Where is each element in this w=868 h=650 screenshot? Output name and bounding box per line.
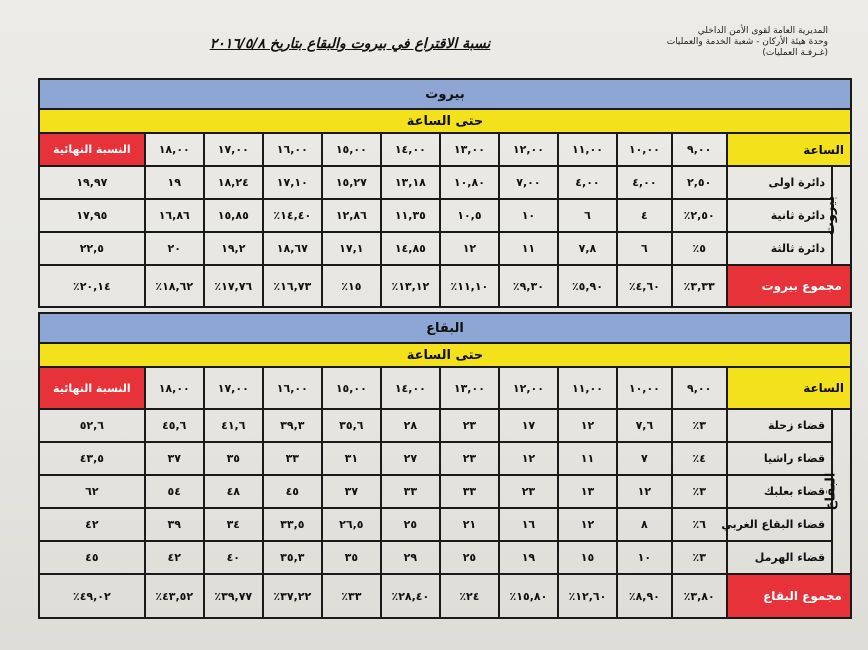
turnout-cell: ١٣,١٨ [381,166,440,199]
turnout-cell: ١٤,٤٠٪ [263,199,322,232]
hour-label: الساعة [727,367,851,409]
turnout-cell: ٤٥,٦ [145,409,204,442]
hour-cell: ١٨,٠٠ [145,367,204,409]
side-label-text: بيروت [822,195,838,236]
hour-cell: ١٧,٠٠ [204,367,263,409]
final-ratio-cell: ٤٢ [39,508,145,541]
turnout-table [38,78,852,619]
hour-cell: ١٥,٠٠ [322,133,381,166]
org-line-2: وحدة هيئة الأركان - شعبة الخدمة والعمليات [666,37,828,47]
hour-cell: ١٥,٠٠ [322,367,381,409]
total-cell: ١٥٪ [322,265,381,307]
hour-cell: ١٣,٠٠ [440,133,499,166]
document-title: نسبة الاقتراع في بيروت والبقاع بتاريخ ٢٠١٦/٥/٨ [209,36,491,52]
district-name: قضاء زحلة [727,409,832,442]
turnout-cell: ٤٨ [204,475,263,508]
beirut-band: بيروت [39,79,851,109]
bekaa-band: البقاع [39,313,851,343]
turnout-cell: ١٢ [440,232,499,265]
turnout-cell: ٣٣ [263,442,322,475]
final-ratio-header: النسبة النهائية [39,133,145,166]
district-name: دائرة ثالثة [727,232,832,265]
turnout-cell: ١٧,١٠ [263,166,322,199]
turnout-cell: ١٣ [558,475,617,508]
turnout-cell: ١٩,٢ [204,232,263,265]
turnout-cell: ٣٩ [145,508,204,541]
turnout-cell: ٢٨ [381,409,440,442]
hour-cell: ١١,٠٠ [558,367,617,409]
total-cell: ٣٣٪ [322,574,381,618]
turnout-cell: ١٩ [145,166,204,199]
total-cell: ١٢,٦٠٪ [558,574,617,618]
bekaa-section [39,313,851,618]
turnout-cell: ٦ [617,232,672,265]
district-row [39,508,851,541]
hour-cell: ١٦,٠٠ [263,133,322,166]
turnout-cell: ٣٤ [204,508,263,541]
turnout-cell: ٧ [617,442,672,475]
turnout-cell: ١٠ [499,199,558,232]
turnout-cell: ٤ [617,199,672,232]
total-cell: ١٨,٦٢٪ [145,265,204,307]
total-row [39,265,851,307]
turnout-cell: ١٢ [499,442,558,475]
total-cell: ٩,٣٠٪ [499,265,558,307]
hour-cell: ١٤,٠٠ [381,367,440,409]
turnout-cell: ١٢,٨٦ [322,199,381,232]
total-cell: ١٥,٨٠٪ [499,574,558,618]
turnout-cell: ٧,٠٠ [499,166,558,199]
turnout-cell: ٢٦,٥ [322,508,381,541]
turnout-cell: ٣٥ [322,541,381,574]
beirut-section [39,79,851,307]
turnout-cell: ١٨,٢٤ [204,166,263,199]
turnout-cell: ١٧,١ [322,232,381,265]
total-final-cell: ٢٠,١٤٪ [39,265,145,307]
organization-header [628,26,828,59]
turnout-cell: ١٩ [499,541,558,574]
total-cell: ١١,١٠٪ [440,265,499,307]
final-ratio-cell: ٦٢ [39,475,145,508]
side-label [823,409,851,574]
turnout-cell: ٢٣ [499,475,558,508]
final-ratio-cell: ٤٣,٥ [39,442,145,475]
total-cell: ٥,٩٠٪ [558,265,617,307]
turnout-cell: ٦٪ [672,508,727,541]
turnout-cell: ١٥ [558,541,617,574]
total-row [39,574,851,618]
total-cell: ٢٤٪ [440,574,499,618]
turnout-cell: ٢٣ [440,442,499,475]
turnout-cell: ٥٤ [145,475,204,508]
turnout-cell: ١١ [499,232,558,265]
turnout-cell: ٣٣ [381,475,440,508]
turnout-cell: ٤٠ [204,541,263,574]
turnout-cell: ١٦,٨٦ [145,199,204,232]
turnout-cell: ٢٣ [440,409,499,442]
org-line-3: (غـرفـة العمليات) [762,48,828,58]
turnout-cell: ٣٧ [145,442,204,475]
total-cell: ٣٧,٢٢٪ [263,574,322,618]
turnout-cell: ٤٢ [145,541,204,574]
org-line-1: المديرية العامة لقوى الأمن الداخلي [697,26,828,36]
turnout-cell: ٢٥ [381,508,440,541]
side-label-text: البقاع [823,472,839,511]
turnout-cell: ٤,٠٠ [617,166,672,199]
turnout-cell: ٢٥ [440,541,499,574]
district-row [39,232,851,265]
district-row [39,166,851,199]
total-cell: ١٦,٧٣٪ [263,265,322,307]
turnout-cell: ٢٩ [381,541,440,574]
final-ratio-cell: ٢٢,٥ [39,232,145,265]
hour-cell: ١٠,٠٠ [617,133,672,166]
hour-cell: ١٢,٠٠ [499,367,558,409]
turnout-table-wrapper [38,78,852,619]
district-row [39,475,851,508]
turnout-cell: ٢١ [440,508,499,541]
hour-cell: ١٧,٠٠ [204,133,263,166]
turnout-cell: ١١ [558,442,617,475]
total-cell: ٤,٦٠٪ [617,265,672,307]
hour-cell: ١٠,٠٠ [617,367,672,409]
final-ratio-header: النسبة النهائية [39,367,145,409]
district-name: دائرة اولى [727,166,832,199]
total-cell: ١٣,١٢٪ [381,265,440,307]
turnout-cell: ٣٣ [440,475,499,508]
hour-cell: ١٤,٠٠ [381,133,440,166]
final-ratio-cell: ٥٢,٦ [39,409,145,442]
total-final-cell: ٤٩,٠٢٪ [39,574,145,618]
turnout-cell: ١٠ [617,541,672,574]
turnout-cell: ٣٪ [672,409,727,442]
turnout-cell: ١١,٣٥ [381,199,440,232]
total-cell: ٣,٨٠٪ [672,574,727,618]
beirut-hours-row [39,133,851,166]
hour-cell: ١٢,٠٠ [499,133,558,166]
turnout-cell: ١٥,٨٥ [204,199,263,232]
total-label: مجموع بيروت [727,265,851,307]
total-cell: ٤٣,٥٢٪ [145,574,204,618]
hour-cell: ٩,٠٠ [672,133,727,166]
total-cell: ٢٨,٤٠٪ [381,574,440,618]
turnout-cell: ١٦ [499,508,558,541]
turnout-cell: ٤٥ [263,475,322,508]
district-row [39,541,851,574]
district-name: قضاء البقاع الغربي [727,508,832,541]
turnout-cell: ٣٪ [672,541,727,574]
turnout-cell: ١٢ [558,508,617,541]
turnout-cell: ٧,٨ [558,232,617,265]
turnout-cell: ١٨,٦٧ [263,232,322,265]
district-name: قضاء راشيا [727,442,832,475]
bekaa-hours-row [39,367,851,409]
hour-cell: ١١,٠٠ [558,133,617,166]
final-ratio-cell: ١٧,٩٥ [39,199,145,232]
district-row [39,442,851,475]
turnout-cell: ٢٠ [145,232,204,265]
turnout-cell: ٣٥ [204,442,263,475]
turnout-cell: ٥٪ [672,232,727,265]
turnout-cell: ٣١ [322,442,381,475]
turnout-cell: ٢,٥٠٪ [672,199,727,232]
turnout-cell: ٦ [558,199,617,232]
turnout-cell: ٣٧ [322,475,381,508]
total-cell: ١٧,٧٦٪ [204,265,263,307]
side-label [822,166,851,265]
district-name: قضاء الهرمل [727,541,832,574]
total-cell: ٣٩,٧٧٪ [204,574,263,618]
turnout-cell: ١٢ [617,475,672,508]
hour-cell: ٩,٠٠ [672,367,727,409]
turnout-cell: ٣٪ [672,475,727,508]
hour-label: الساعة [727,133,851,166]
turnout-cell: ١٠,٥ [440,199,499,232]
beirut-until-hour: حتى الساعة [39,109,851,133]
turnout-cell: ٢٧ [381,442,440,475]
hour-cell: ١٨,٠٠ [145,133,204,166]
turnout-cell: ١٢ [558,409,617,442]
turnout-cell: ٣٥,٣ [263,541,322,574]
final-ratio-cell: ١٩,٩٧ [39,166,145,199]
total-label: مجموع البقاع [727,574,851,618]
turnout-cell: ٨ [617,508,672,541]
turnout-cell: ١٧ [499,409,558,442]
district-row [39,199,851,232]
district-name: دائرة ثانية [727,199,832,232]
total-cell: ٣,٣٣٪ [672,265,727,307]
turnout-cell: ٤,٠٠ [558,166,617,199]
turnout-cell: ١٥,٢٧ [322,166,381,199]
turnout-cell: ٢,٥٠ [672,166,727,199]
total-cell: ٨,٩٠٪ [617,574,672,618]
turnout-cell: ١٠,٨٠ [440,166,499,199]
turnout-cell: ١٤,٨٥ [381,232,440,265]
hour-cell: ١٦,٠٠ [263,367,322,409]
hour-cell: ١٣,٠٠ [440,367,499,409]
turnout-cell: ٣٣,٥ [263,508,322,541]
final-ratio-cell: ٤٥ [39,541,145,574]
bekaa-until-hour: حتى الساعة [39,343,851,367]
turnout-cell: ٣٥,٦ [322,409,381,442]
district-row [39,409,851,442]
turnout-cell: ٤٪ [672,442,727,475]
turnout-cell: ٤١,٦ [204,409,263,442]
district-name: قضاء بعلبك [727,475,832,508]
turnout-cell: ٧,٦ [617,409,672,442]
turnout-cell: ٣٩,٣ [263,409,322,442]
